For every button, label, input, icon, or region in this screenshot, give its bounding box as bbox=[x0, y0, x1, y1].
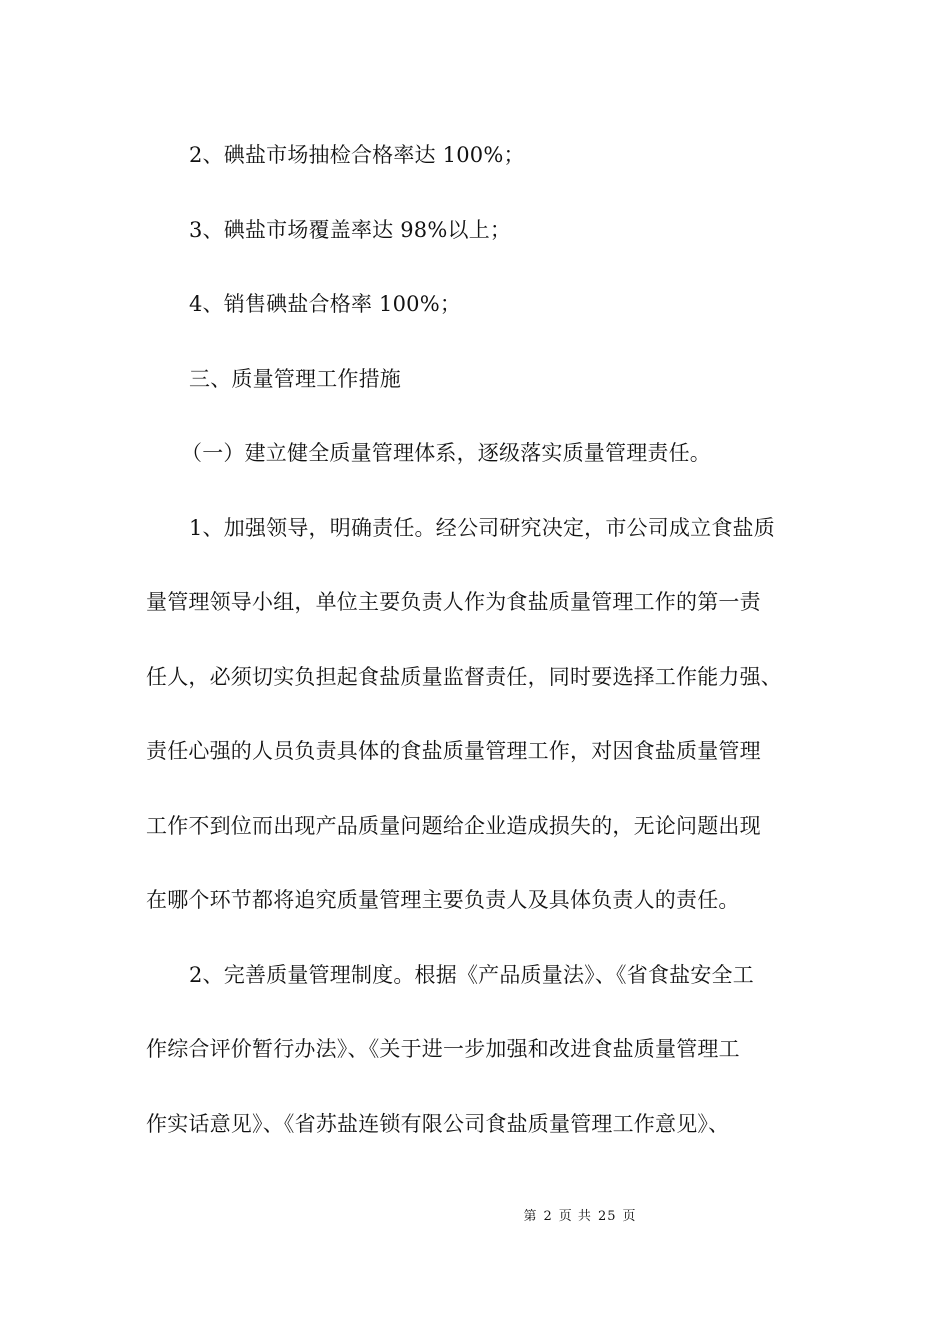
footer-prefix: 第 bbox=[523, 1209, 538, 1224]
paragraph-line: 作综合评价暂行办法》、《关于进一步加强和改进食盐质量管理工 bbox=[146, 1037, 740, 1061]
subsection-heading: （一）建立健全质量管理体系，逐级落实质量管理责任。 bbox=[181, 441, 711, 465]
paragraph-line: 量管理领导小组，单位主要负责人作为食盐质量管理工作的第一责 bbox=[146, 590, 761, 614]
paragraph-line: 3、碘盐市场覆盖率达 98%以上； bbox=[189, 218, 512, 242]
paragraph-line: 责任心强的人员负责具体的食盐质量管理工作，对因食盐质量管理 bbox=[146, 739, 761, 763]
paragraph-line: 2、碘盐市场抽检合格率达 100%； bbox=[189, 143, 525, 167]
paragraph-line: 2、完善质量管理制度。根据《产品质量法》、《省食盐安全工 bbox=[189, 963, 754, 987]
paragraph-line: 作实话意见》、《省苏盐连锁有限公司食盐质量管理工作意见》、 bbox=[146, 1112, 730, 1136]
footer-middle: 页 共 bbox=[558, 1209, 592, 1224]
paragraph-line: 4、销售碘盐合格率 100%； bbox=[189, 292, 462, 316]
paragraph-line: 在哪个环节都将追究质量管理主要负责人及具体负责人的责任。 bbox=[146, 888, 740, 912]
footer-total-pages: 25 bbox=[597, 1209, 617, 1224]
page-footer bbox=[0, 1208, 950, 1226]
footer-page-number: 2 bbox=[543, 1209, 553, 1224]
paragraph-line: 任人，必须切实负担起食盐质量监督责任，同时要选择工作能力强、 bbox=[146, 665, 782, 689]
paragraph-line: 工作不到位而出现产品质量问题给企业造成损失的，无论问题出现 bbox=[146, 814, 761, 838]
footer-suffix: 页 bbox=[622, 1209, 637, 1224]
section-heading: 三、质量管理工作措施 bbox=[189, 367, 401, 391]
paragraph-line: 1、加强领导，明确责任。经公司研究决定，市公司成立食盐质 bbox=[189, 516, 775, 540]
